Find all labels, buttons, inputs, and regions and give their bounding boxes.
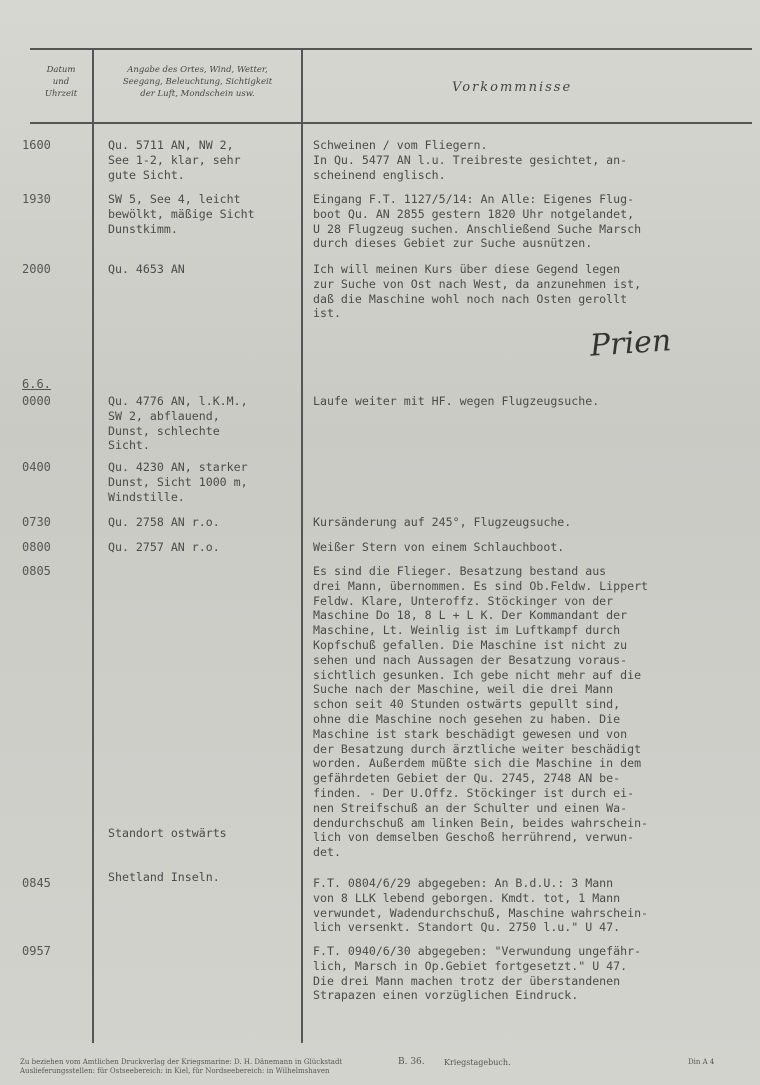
entry-time: 0957 [22,944,51,958]
entry-event-line: lich, Marsch in Op.Gebiet fortgesetzt." U 47. [313,958,628,973]
entry-time: 0730 [22,515,51,529]
entry-event-line: Weißer Stern von einem Schlauchboot. [313,540,565,554]
entry-time: 0400 [22,460,51,474]
entry-event-line: F.T. 0940/6/30 abgegeben: "Verwundung ungefähr- [313,944,642,958]
entry-location [108,192,255,236]
entry-event-line: daß die Maschine wohl noch nach Osten gerollt [313,291,628,306]
entry-event [313,262,641,321]
col-divider-1 [92,48,94,1043]
col-divider-2 [301,48,303,1043]
entry-event-line: durch dieses Gebiet zur Suche ausnützen. [313,236,593,251]
entry-event [313,394,599,409]
entry-event-line: scheinend englisch. [313,167,446,182]
entry-location-line: See 1-2, klar, sehr [108,152,241,167]
entry-event [313,944,641,1003]
entry-event-line: sehen und nach Aussagen der Besatzung voraus- [313,652,628,667]
entry-location [108,515,220,530]
entry-event [313,138,627,182]
entry-event-line: Es sind die Flieger. Besatzung bestand aus [313,564,607,578]
entry-event-line: Maschine, Lt. Weinlig ist im Luftkampf durch [313,623,621,638]
entry-event-line: U 28 Flugzeug suchen. Anschließend Suche Marsch [313,221,642,236]
header-date-line: und [52,77,70,87]
entry-event-line: Ich will meinen Kurs über diese Gegend legen [313,262,621,276]
entry-location-line: Qu. 4653 AN [108,262,185,276]
date-marker: 6.6. [22,377,51,391]
entry-location-line: Windstille. [108,489,185,504]
entry-location-line: Qu. 4230 AN, starker [108,460,248,474]
footer-form-code: B. 36. [398,1057,425,1067]
entry-location-line: Dunstkimm. [108,221,178,236]
entry-time: 2000 [22,262,51,276]
standort-line: Shetland Inseln. [108,869,220,884]
entry-event-line: sichtlich gesunken. Ich gebe nicht mehr auf die [313,667,642,682]
entry-event-line: In Qu. 5477 AN l.u. Treibreste gesichtet, an- [313,152,628,167]
entry-event-line: boot Qu. AN 2855 gestern 1820 Uhr notgelandet, [313,206,635,221]
entry-event-line: lich versenkt. Standort Qu. 2750 l.u." U 47. [313,920,621,935]
entry-event-line: finden. - Der U.Offz. Stöckinger ist durch ei- [313,785,635,800]
header-events-col: Vorkommnisse [452,80,573,95]
footer-form-title: Kriegstagebuch. [444,1058,511,1067]
entry-event [313,876,648,935]
entry-event [313,564,648,860]
header-location-line: Angabe des Ortes, Wind, Wetter, [127,65,268,75]
entry-event-line: Strapazen einen vorzüglichen Eindruck. [313,988,579,1003]
entry-event-line: F.T. 0804/6/29 abgegeben: An B.d.U.: 3 Mann [313,876,614,890]
entry-location [108,540,220,555]
entry-event-line: Eingang F.T. 1127/5/14: An Alle: Eigenes Flug- [313,192,635,206]
entry-location [108,138,241,182]
header-location-col [95,64,300,100]
entry-location-line: SW 5, See 4, leicht [108,192,241,206]
entry-event-line: Feldw. Klare, Unteroffz. Stöckinger von der [313,593,614,608]
header-location-line: der Luft, Mondschein usw. [140,89,255,99]
entry-event-line: Die drei Mann machen trotz der überstandenen [313,973,621,988]
entry-event-line: drei Mann, übernommen. Es sind Ob.Feldw. Lippert [313,578,649,593]
entry-time: 0800 [22,540,51,554]
entry-location [108,262,185,277]
entry-time: 0805 [22,564,51,578]
entry-event-line: worden. Außerdem müßte sich die Maschine in dem [313,756,642,771]
entry-location-line: Qu. 4776 AN, l.K.M., [108,394,248,408]
entry-location-line: gute Sicht. [108,167,185,182]
entry-event-line: ist. [313,306,341,321]
entry-event-line: schon seit 40 Stunden ostwärts gepullt sind, [313,697,621,712]
entry-event [313,540,564,555]
header-date-col [30,64,92,100]
entry-location-line: Qu. 2758 AN r.o. [108,515,220,529]
standort-line: Standort ostwärts [108,825,227,840]
entry-time: 1930 [22,192,51,206]
entry-event-line: dendurchschuß am linken Bein, beides wahrschein- [313,815,649,830]
header-rule [30,122,752,124]
footer-right: Din A 4 [688,1058,715,1066]
entry-event-line: Maschine ist stark beschädigt gewesen und von [313,726,628,741]
entry-event-line: Laufe weiter mit HF. wegen Flugzeugsuche. [313,394,600,408]
standort-note [108,796,227,914]
entry-location-line: bewölkt, mäßige Sicht [108,206,255,221]
header-location-line: Seegang, Beleuchtung, Sichtigkeit [122,77,273,87]
entry-event-line: nen Streifschuß an der Schulter und einen Wa- [313,800,628,815]
entry-event-line: gefährdeten Gebiet der Qu. 2745, 2748 AN be- [313,771,621,786]
entry-event-line: lich von demselben Geschoß herrührend, verwun- [313,830,635,845]
entry-location-line: Dunst, Sicht 1000 m, [108,474,248,489]
footer-line: Zu beziehen vom Amtlichen Druckverlag der Kriegsmarine: D. H. Dänemann in Glückstadt [20,1058,343,1066]
entry-location [108,394,248,453]
entry-location-line: Sicht. [108,438,150,453]
entry-location-line: Qu. 5711 AN, NW 2, [108,138,234,152]
entry-event-line: zur Suche von Ost nach West, da anzunehmen ist, [313,276,642,291]
footer-left [20,1058,342,1076]
entry-event-line: Suche nach der Maschine, weil die drei Mann [313,682,614,697]
entry-time: 1600 [22,138,51,152]
entry-event-line: der Besatzung durch ärztliche weiter beschädigt [313,741,642,756]
entry-event-line: Maschine Do 18, 8 L + L K. Der Kommandant der [313,608,628,623]
entry-location [108,460,248,504]
entry-location-line: SW 2, abflauend, [108,408,220,423]
top-rule [30,48,752,50]
entry-event-line: verwundet, Wadendurchschuß, Maschine wahrschein- [313,905,649,920]
entry-event-line: von 8 LLK lebend geborgen. Kmdt. tot, 1 Mann [313,890,621,905]
entry-event [313,515,571,530]
entry-event-line: Kopfschuß gefallen. Die Maschine ist nicht zu [313,637,628,652]
entry-time: 0000 [22,394,51,408]
header-date-line: Uhrzeit [44,89,78,99]
signature: Prien [588,323,673,364]
entry-location-line: Qu. 2757 AN r.o. [108,540,220,554]
entry-event [313,192,641,251]
entry-event-line: det. [313,845,341,860]
entry-time: 0845 [22,876,51,890]
entry-event-line: Schweinen / vom Fliegern. [313,138,488,152]
footer-line: Auslieferungsstellen: für Ostseebereich: in Kiel, für Nordseebereich: in Wilhelmshaven [20,1067,330,1075]
entry-event-line: ohne die Maschine noch gesehen zu haben. Die [313,711,621,726]
entry-event-line: Kursänderung auf 245°, Flugzeugsuche. [313,515,572,529]
header-date-line: Datum [46,65,76,75]
entry-location-line: Dunst, schlechte [108,423,220,438]
